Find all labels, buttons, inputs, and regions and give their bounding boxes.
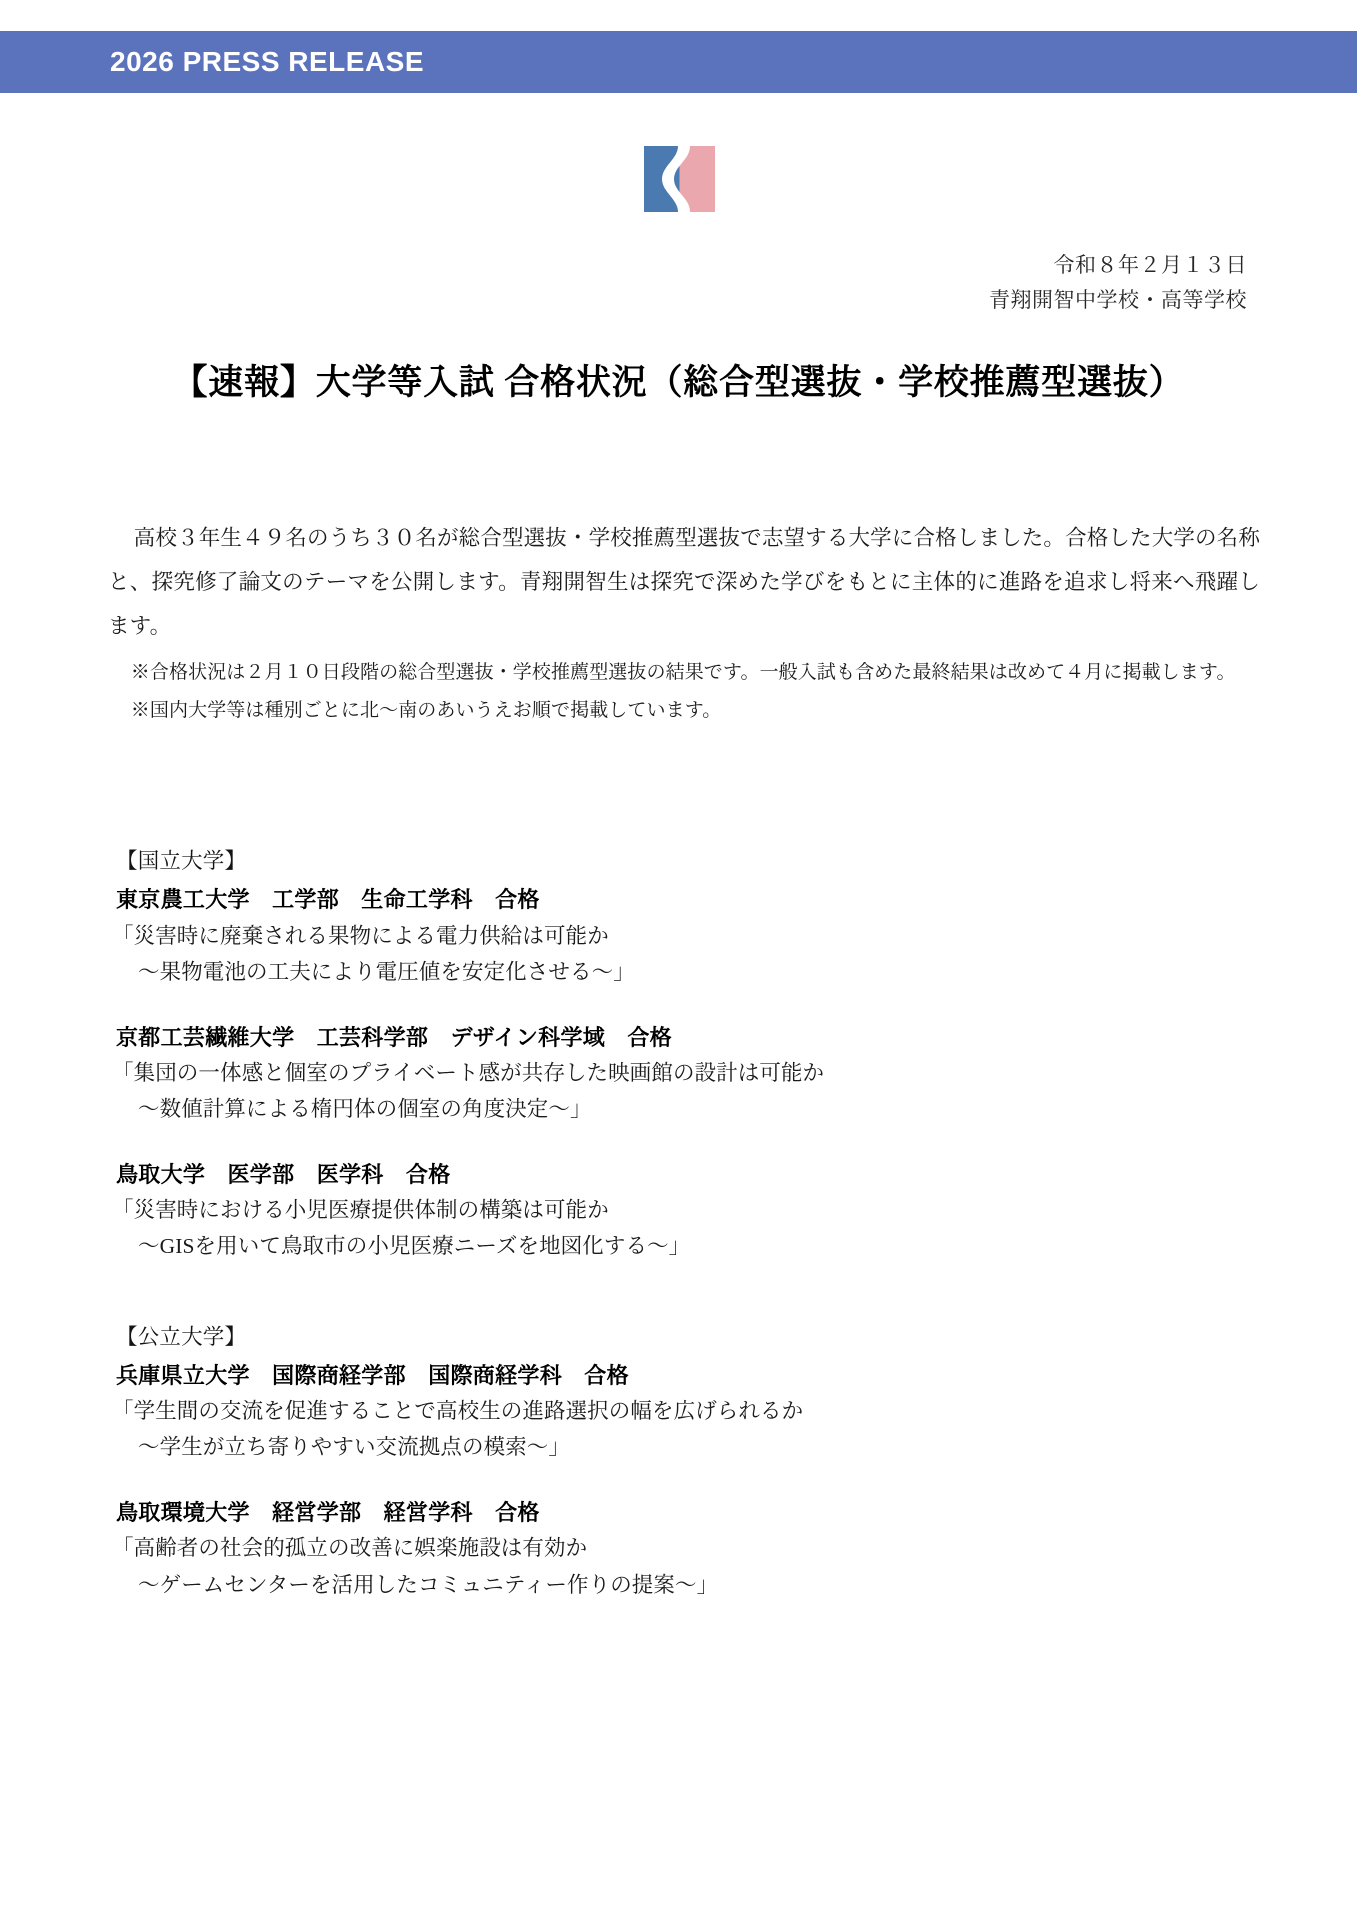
admission-entry	[112, 882, 1268, 989]
thesis-theme-line1: 「災害時に廃棄される果物による電力供給は可能か	[112, 923, 609, 948]
admission-entry	[112, 1020, 1268, 1127]
admission-entry	[112, 1495, 1268, 1602]
admission-listing	[108, 845, 1268, 1603]
admission-entry	[112, 1157, 1268, 1264]
category-heading-national: 【国立大学】	[116, 849, 247, 873]
thesis-theme-line2: 〜ゲームセンターを活用したコミュニティー作りの提案〜」	[138, 1572, 719, 1597]
thesis-theme-line2: 〜果物電池の工夫により電圧値を安定化させる〜」	[138, 959, 635, 984]
note-1: ※合格状況は２月１０日段階の総合型選抜・学校推薦型選抜の結果です。一般入試も含めた最終結果は改めて４月に掲載します。	[130, 662, 1236, 684]
admission-entry	[112, 1358, 1268, 1465]
note-2: ※国内大学等は種別ごとに北〜南のあいうえお順で掲載しています。	[130, 700, 722, 722]
issuer-name: 青翔開智中学校・高等学校	[989, 287, 1247, 312]
intro-block	[108, 516, 1260, 730]
press-release-banner	[0, 31, 1357, 93]
thesis-theme-line2: 〜学生が立ち寄りやすい交流拠点の模索〜」	[138, 1435, 571, 1460]
category-heading-public: 【公立大学】	[116, 1324, 247, 1349]
school-logo	[644, 146, 715, 212]
issue-date: 令和８年２月１３日	[1053, 253, 1247, 277]
thesis-theme-line1: 「高齢者の社会的孤立の改善に娯楽施設は有効か	[112, 1536, 588, 1561]
thesis-theme-line1: 「災害時における小児医療提供体制の構築は可能か	[112, 1198, 609, 1223]
banner-title: 2026 PRESS RELEASE	[110, 46, 425, 77]
thesis-theme-line1: 「集団の一体感と個室のプライベート感が共存した映画館の設計は可能か	[112, 1060, 825, 1085]
university-name: 鳥取環境大学 経営学部 経営学科 合格	[116, 1500, 540, 1526]
thesis-theme-line2: 〜GISを用いて鳥取市の小児医療ニーズを地図化する〜」	[138, 1234, 691, 1259]
university-name: 鳥取大学 医学部 医学科 合格	[116, 1162, 451, 1188]
thesis-theme-line1: 「学生間の交流を促進することで高校生の進路選択の幅を広げられるか	[112, 1399, 804, 1424]
university-name: 兵庫県立大学 国際商経学部 国際商経学科 合格	[116, 1362, 629, 1388]
university-name: 東京農工大学 工学部 生命工学科 合格	[116, 887, 540, 913]
lede-paragraph: 高校３年生４９名のうち３０名が総合型選抜・学校推薦型選抜で志望する大学に合格しました。合格した大学の名称と、探究修了論文のテーマを公開します。青翔開智生は探究で深めた学びをもとに主体的に進路を追求し将来へ飛躍します。	[108, 526, 1260, 639]
document-meta	[989, 248, 1247, 317]
thesis-theme-line2: 〜数値計算による楕円体の個室の角度決定〜」	[138, 1097, 592, 1122]
university-name: 京都工芸繊維大学 工芸科学部 デザイン科学域 合格	[116, 1024, 672, 1050]
page-title: 【速報】大学等入試 合格状況（総合型選抜・学校推薦型選抜）	[172, 363, 1185, 402]
